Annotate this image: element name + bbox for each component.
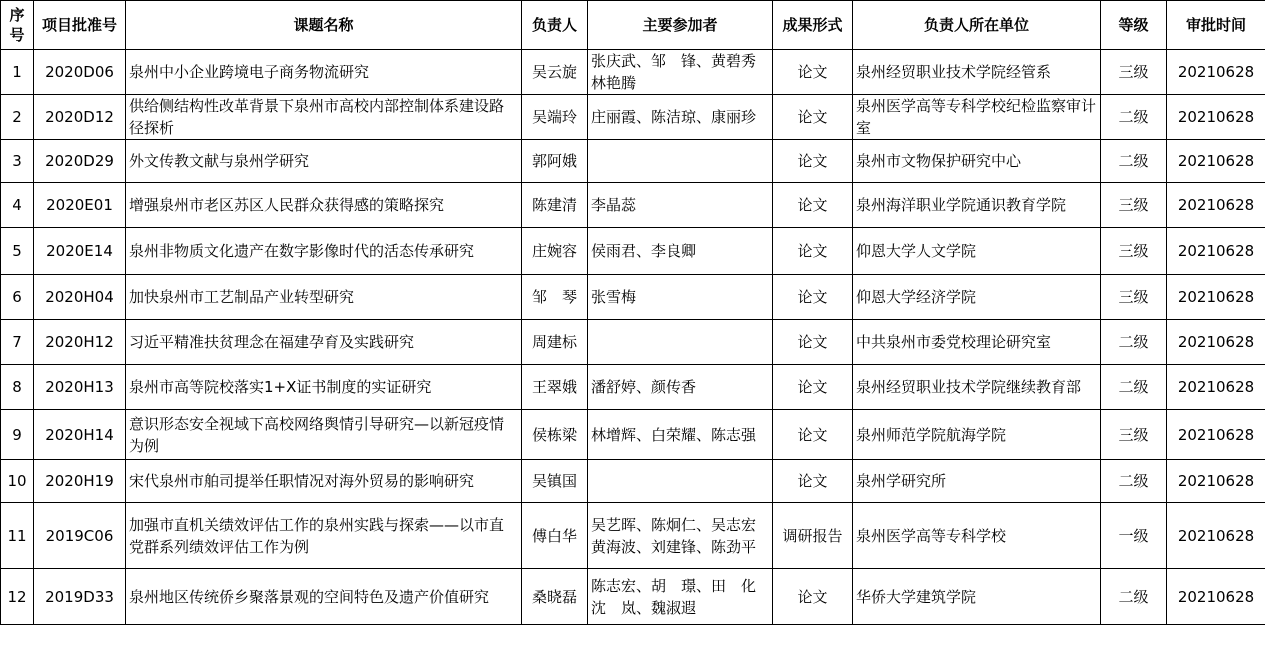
cell-approval-no: 2019C06	[34, 503, 126, 569]
table-row	[1, 140, 1265, 183]
cell-title: 增强泉州市老区苏区人民群众获得感的策略探究	[126, 183, 522, 228]
cell-approval-date: 20210628	[1167, 320, 1265, 365]
header-seq: 序 号	[1, 1, 34, 50]
header-unit: 负责人所在单位	[853, 1, 1101, 50]
cell-approval-no: 2020H12	[34, 320, 126, 365]
cell-approval-no: 2020E01	[34, 183, 126, 228]
cell-seq: 11	[1, 503, 34, 569]
cell-leader: 桑晓磊	[522, 569, 588, 625]
cell-title: 外文传教文献与泉州学研究	[126, 140, 522, 183]
cell-participants: 庄丽霞、陈洁琼、康丽珍	[588, 95, 773, 140]
cell-seq: 2	[1, 95, 34, 140]
cell-grade: 二级	[1101, 95, 1167, 140]
cell-grade: 二级	[1101, 365, 1167, 410]
table-row	[1, 320, 1265, 365]
cell-leader: 侯栋梁	[522, 410, 588, 460]
cell-result-form: 论文	[773, 460, 853, 503]
cell-approval-date: 20210628	[1167, 460, 1265, 503]
cell-leader: 傅白华	[522, 503, 588, 569]
cell-approval-no: 2020D06	[34, 50, 126, 95]
table-row	[1, 275, 1265, 320]
cell-seq: 3	[1, 140, 34, 183]
cell-unit: 仰恩大学经济学院	[853, 275, 1101, 320]
cell-seq: 1	[1, 50, 34, 95]
cell-title: 宋代泉州市舶司提举任职情况对海外贸易的影响研究	[126, 460, 522, 503]
cell-unit: 中共泉州市委党校理论研究室	[853, 320, 1101, 365]
cell-result-form: 论文	[773, 95, 853, 140]
cell-title: 泉州中小企业跨境电子商务物流研究	[126, 50, 522, 95]
cell-approval-date: 20210628	[1167, 569, 1265, 625]
cell-approval-no: 2020H04	[34, 275, 126, 320]
cell-leader: 吴镇国	[522, 460, 588, 503]
cell-grade: 三级	[1101, 228, 1167, 275]
cell-result-form: 论文	[773, 275, 853, 320]
cell-leader: 庄婉容	[522, 228, 588, 275]
cell-participants: 张庆武、邹 锋、黄碧秀林艳腾	[588, 50, 773, 95]
cell-participants: 吴艺晖、陈炯仁、吴志宏黄海波、刘建锋、陈劲平	[588, 503, 773, 569]
table-row	[1, 410, 1265, 460]
cell-grade: 二级	[1101, 140, 1167, 183]
cell-grade: 三级	[1101, 183, 1167, 228]
cell-approval-no: 2020H14	[34, 410, 126, 460]
header-row	[1, 1, 1265, 50]
cell-participants: 李晶蕊	[588, 183, 773, 228]
cell-result-form: 论文	[773, 50, 853, 95]
cell-approval-date: 20210628	[1167, 228, 1265, 275]
cell-approval-no: 2020H19	[34, 460, 126, 503]
cell-seq: 9	[1, 410, 34, 460]
cell-approval-date: 20210628	[1167, 140, 1265, 183]
cell-grade: 二级	[1101, 460, 1167, 503]
cell-participants: 侯雨君、李良卿	[588, 228, 773, 275]
cell-result-form: 论文	[773, 183, 853, 228]
cell-result-form: 论文	[773, 228, 853, 275]
cell-leader: 邹 琴	[522, 275, 588, 320]
cell-approval-no: 2020H13	[34, 365, 126, 410]
cell-result-form: 论文	[773, 569, 853, 625]
table-row	[1, 228, 1265, 275]
cell-title: 加强市直机关绩效评估工作的泉州实践与探索——以市直党群系列绩效评估工作为例	[126, 503, 522, 569]
header-approval-no: 项目批准号	[34, 1, 126, 50]
table-row	[1, 503, 1265, 569]
cell-result-form: 论文	[773, 320, 853, 365]
cell-approval-date: 20210628	[1167, 365, 1265, 410]
header-grade: 等级	[1101, 1, 1167, 50]
cell-approval-date: 20210628	[1167, 50, 1265, 95]
table-row	[1, 460, 1265, 503]
header-participants: 主要参加者	[588, 1, 773, 50]
cell-leader: 陈建清	[522, 183, 588, 228]
cell-result-form: 论文	[773, 365, 853, 410]
cell-unit: 泉州经贸职业技术学院继续教育部	[853, 365, 1101, 410]
cell-leader: 吴端玲	[522, 95, 588, 140]
cell-unit: 泉州市文物保护研究中心	[853, 140, 1101, 183]
cell-seq: 7	[1, 320, 34, 365]
cell-unit: 仰恩大学人文学院	[853, 228, 1101, 275]
cell-grade: 三级	[1101, 410, 1167, 460]
cell-grade: 二级	[1101, 569, 1167, 625]
header-leader: 负责人	[522, 1, 588, 50]
cell-title: 习近平精准扶贫理念在福建孕育及实践研究	[126, 320, 522, 365]
table-row	[1, 569, 1265, 625]
cell-leader: 吴云旋	[522, 50, 588, 95]
cell-participants	[588, 320, 773, 365]
cell-title: 泉州地区传统侨乡聚落景观的空间特色及遗产价值研究	[126, 569, 522, 625]
cell-result-form: 论文	[773, 410, 853, 460]
header-title: 课题名称	[126, 1, 522, 50]
cell-participants	[588, 140, 773, 183]
cell-participants: 陈志宏、胡 璟、田 化沈 岚、魏淑遐	[588, 569, 773, 625]
cell-unit: 泉州师范学院航海学院	[853, 410, 1101, 460]
cell-seq: 5	[1, 228, 34, 275]
cell-approval-date: 20210628	[1167, 183, 1265, 228]
cell-seq: 8	[1, 365, 34, 410]
header-approval-date: 审批时间	[1167, 1, 1265, 50]
cell-grade: 一级	[1101, 503, 1167, 569]
cell-approval-date: 20210628	[1167, 410, 1265, 460]
cell-participants	[588, 460, 773, 503]
cell-grade: 三级	[1101, 50, 1167, 95]
cell-seq: 6	[1, 275, 34, 320]
cell-participants: 张雪梅	[588, 275, 773, 320]
cell-participants: 林增辉、白荣耀、陈志强	[588, 410, 773, 460]
cell-grade: 二级	[1101, 320, 1167, 365]
cell-unit: 华侨大学建筑学院	[853, 569, 1101, 625]
cell-seq: 12	[1, 569, 34, 625]
cell-unit: 泉州医学高等专科学校纪检监察审计室	[853, 95, 1101, 140]
cell-grade: 三级	[1101, 275, 1167, 320]
header-result-form: 成果形式	[773, 1, 853, 50]
cell-leader: 郭阿娥	[522, 140, 588, 183]
cell-approval-date: 20210628	[1167, 503, 1265, 569]
cell-unit: 泉州海洋职业学院通识教育学院	[853, 183, 1101, 228]
cell-seq: 10	[1, 460, 34, 503]
cell-result-form: 调研报告	[773, 503, 853, 569]
cell-approval-no: 2020D12	[34, 95, 126, 140]
table-row	[1, 183, 1265, 228]
cell-approval-no: 2020D29	[34, 140, 126, 183]
cell-unit: 泉州经贸职业技术学院经管系	[853, 50, 1101, 95]
cell-title: 泉州非物质文化遗产在数字影像时代的活态传承研究	[126, 228, 522, 275]
cell-result-form: 论文	[773, 140, 853, 183]
cell-title: 泉州市高等院校落实1+X证书制度的实证研究	[126, 365, 522, 410]
cell-seq: 4	[1, 183, 34, 228]
table-row	[1, 365, 1265, 410]
cell-leader: 王翠娥	[522, 365, 588, 410]
cell-approval-no: 2019D33	[34, 569, 126, 625]
cell-unit: 泉州医学高等专科学校	[853, 503, 1101, 569]
cell-title: 加快泉州市工艺制品产业转型研究	[126, 275, 522, 320]
cell-title: 供给侧结构性改革背景下泉州市高校内部控制体系建设路径探析	[126, 95, 522, 140]
cell-leader: 周建标	[522, 320, 588, 365]
cell-participants: 潘舒婷、颜传香	[588, 365, 773, 410]
cell-approval-no: 2020E14	[34, 228, 126, 275]
cell-approval-date: 20210628	[1167, 95, 1265, 140]
table-row	[1, 95, 1265, 140]
cell-unit: 泉州学研究所	[853, 460, 1101, 503]
table-row	[1, 50, 1265, 95]
cell-title: 意识形态安全视域下高校网络舆情引导研究—以新冠疫情为例	[126, 410, 522, 460]
cell-approval-date: 20210628	[1167, 275, 1265, 320]
